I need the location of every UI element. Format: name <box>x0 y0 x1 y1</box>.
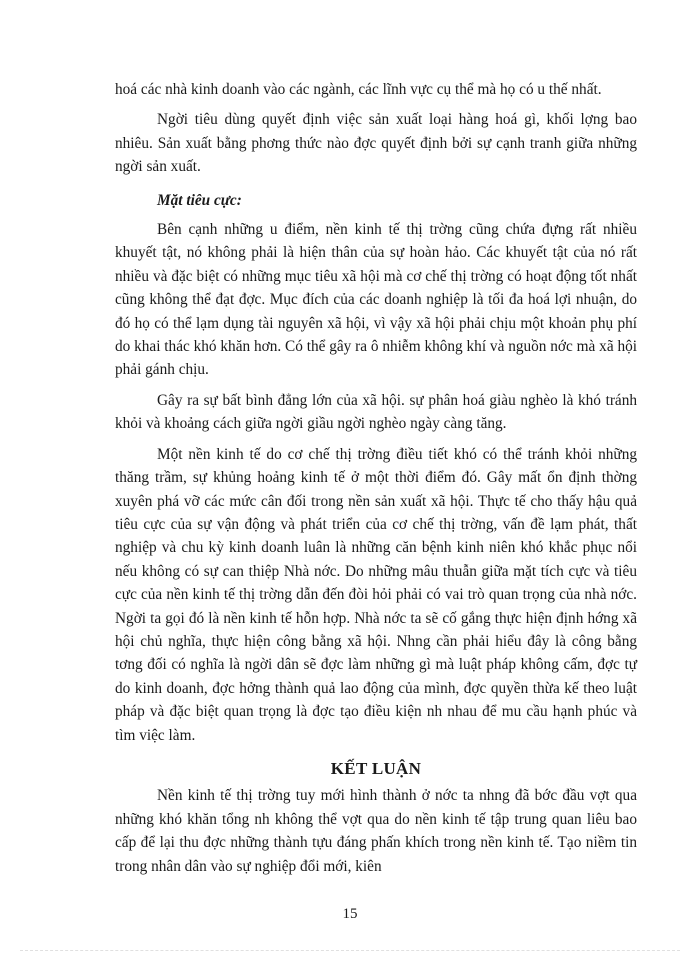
paragraph-instability: Một nền kinh tế do cơ chế thị trờng điều tiết khó có thể tránh khỏi những thăng trầm, sự khủng hoảng kinh tế ở một thời điểm đó. Gây mất ổn định thờng xuyên phá vỡ các mức cân đối trong nền sản xuất xã hội. Thực tế cho thấy hậu quả tiêu cực của sự vận động và phát triển của cơ chế thị trờng, vấn đề lạm phát, thất nghiệp và chu kỳ kinh doanh luân là những căn bệnh kinh niên khó khắc phục nổi nếu không có sự can thiệp Nhà nớc. Do những mâu thuẫn giữa mặt tích cực và tiêu cực của nền kinh tế thị trờng dẫn đến đòi hỏi phải có vai trò quan trọng của nhà nớc. Ngời ta gọi đó là nền kinh tế hỗn hợp. Nhà nớc ta sẽ cố gắng thực hiện định hớng xã hội chủ nghĩa, thực hiện công bằng xã hội. Nhng cần phải hiểu đây là công bằng tơng đối có nghĩa là ngời dân sẽ đợc làm những gì mà luật pháp không cấm, đợc tự do kinh doanh, đợc hởng thành quả lao động của mình, đợc quyền thừa kế theo luật pháp và đặc biệt quan trọng là đợc tạo điều kiện nh nhau để mu cầu hạnh phúc và tìm việc làm. <box>115 445 637 744</box>
paragraph-consumer: Ngời tiêu dùng quyết định việc sản xuất loại hàng hoá gì, khối lợng bao nhiêu. Sản xuất bằng phơng thức nào đợc quyết định bởi sự cạnh tranh giữa những ngời sản xuất. <box>115 111 637 176</box>
section-heading-conclusion: KẾT LUẬN <box>330 758 422 778</box>
paragraph-continuation: hoá các nhà kinh doanh vào các ngành, các lĩnh vực cụ thể mà họ có u thế nhất. <box>115 81 602 98</box>
subheading-negative: Mặt tiêu cực: <box>157 191 242 209</box>
paragraph-conclusion: Nền kinh tế thị trờng tuy mới hình thành ở nớc ta nhng đã bớc đầu vợt qua những khó khăn tổng nh không thể vợt qua do nền kinh tế tập trung quan liêu bao cấp để lại thu đợc những thành tựu đáng phấn khích trong nền kinh tế. Tạo niềm tin trong nhân dân vào sự nghiệp đổi mới, kiên <box>115 787 637 875</box>
page-number: 15 <box>342 906 358 922</box>
page-content <box>115 78 637 878</box>
paragraph-inequality: Gây ra sự bất bình đẳng lớn của xã hội. sự phân hoá giàu nghèo là khó tránh khỏi và khoảng cách giữa ngời giầu ngời nghèo ngày càng tăng. <box>115 391 637 433</box>
paragraph-defects: Bên cạnh những u điểm, nền kinh tế thị trờng cũng chứa đựng rất nhiều khuyết tật, nó không phải là hiện thân của sự hoàn hảo. Các khuyết tật của nó rất nhiều và đặc biệt có những mục tiêu xã hội mà cơ chế thị trờng có hoạt động tốt nhất cũng không thể đạt đợc. Mục đích của các doanh nghiệp là tối đa hoá lợi nhuận, do đó họ có thể lạm dụng tài nguyên xã hội, vì vậy xã hội phải chịu một khoản phụ phí do khai thác khó khăn hơn. Có thể gây ra ô nhiễm không khí và nguồn nớc mà xã hội phải gánh chịu. <box>115 221 637 379</box>
page-bottom-divider <box>20 950 680 951</box>
